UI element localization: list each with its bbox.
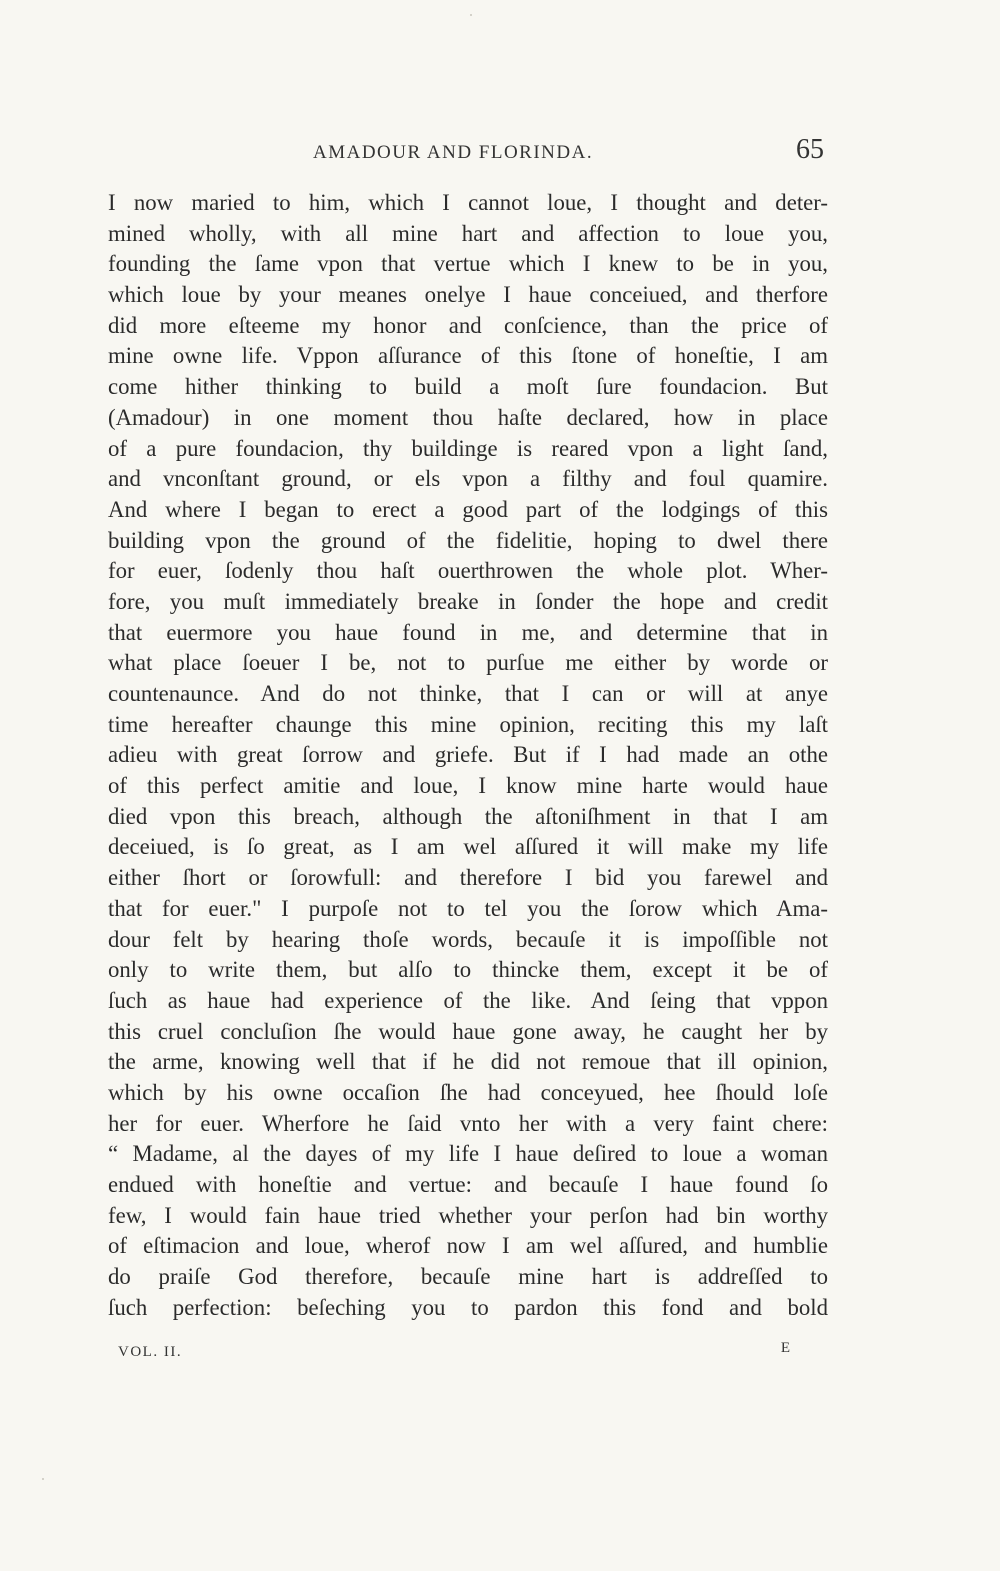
text-line: only to write them, but alſo to thincke them, except it be of <box>108 957 828 983</box>
text-line: founding the ſame vpon that vertue which I knew to be in you, <box>108 251 828 277</box>
text-line: few, I would fain haue tried whether your perſon had bin worthy <box>108 1202 828 1228</box>
text-line: did more eſteeme my honor and conſcience, than the price of <box>108 312 828 338</box>
text-line: deceiued, is ſo great, as I am wel aſſured it will make my life <box>108 834 828 860</box>
page-footer <box>108 1340 828 1370</box>
text-line: I now maried to him, which I cannot loue, I thought and deter- <box>108 190 828 215</box>
text-line: which by his owne occaſion ſhe had conceyued, hee ſhould loſe <box>108 1079 828 1105</box>
volume-label: VOL. II. <box>118 1344 183 1360</box>
text-line: which loue by your meanes onelye I haue conceiued, and therfore <box>108 282 828 308</box>
text-line: either ſhort or ſorowfull: and therefore I bid you farewel and <box>108 865 828 891</box>
text-line: endued with honeſtie and vertue: and becauſe I haue found ſo <box>108 1172 828 1197</box>
text-line: adieu with great ſorrow and griefe. But if I had made an othe <box>108 742 828 768</box>
text-line: mined wholly, with all mine hart and affection to loue you, <box>108 220 828 246</box>
text-line: “ Madame, al the dayes of my life I haue deſired to loue a woman <box>108 1141 828 1167</box>
text-line: of a pure foundacion, thy buildinge is reared vpon a light ſand, <box>108 435 828 461</box>
text-line: for euer, ſodenly thou haſt ouerthrowen the whole plot. Wher- <box>108 558 828 584</box>
text-line: mine owne life. Vppon aſſurance of this ſtone of honeſtie, I am <box>108 343 828 369</box>
text-line: ſuch perfection: beſeching you to pardon this fond and bold <box>108 1294 828 1320</box>
page-number: 65 <box>796 134 824 165</box>
text-line: come hither thinking to build a moſt ſure foundacion. But <box>108 374 828 400</box>
text-line: what place ſoeuer I be, not to purſue me either by worde or <box>108 650 828 676</box>
paper-speck <box>42 1478 44 1480</box>
text-line: that euermore you haue found in me, and determine that in <box>108 619 828 645</box>
paper-speck <box>470 14 472 16</box>
text-line: time hereafter chaunge this mine opinion, reciting this my laſt <box>108 711 828 737</box>
text-line: of eſtimacion and loue, wherof now I am wel aſſured, and humblie <box>108 1233 828 1259</box>
text-line: dour felt by hearing thoſe words, becauſe it is impoſſible not <box>108 926 828 952</box>
text-line: her for euer. Wherfore he ſaid vnto her with a very faint chere: <box>108 1110 828 1136</box>
text-line: countenaunce. And do not thinke, that I can or will at anye <box>108 681 828 706</box>
text-line: fore, you muſt immediately breake in ſonder the hope and credit <box>108 588 828 614</box>
text-line: died vpon this breach, although the aſtoniſhment in that I am <box>108 803 828 829</box>
body-text <box>108 188 828 1323</box>
text-line: And where I began to erect a good part of the lodgings of this <box>108 496 828 522</box>
text-line: do praiſe God therefore, becauſe mine hart is addreſſed to <box>108 1264 828 1290</box>
running-title: AMADOUR AND FLORINDA. <box>313 142 594 163</box>
text-line: this cruel concluſion ſhe would haue gone away, he caught her by <box>108 1018 828 1044</box>
page-header <box>108 134 828 178</box>
text-line: (Amadour) in one moment thou haſte declared, how in place <box>108 404 828 430</box>
signature-mark: E <box>780 1340 790 1356</box>
text-line: ſuch as haue had experience of the like. And ſeing that vppon <box>108 987 828 1013</box>
text-line: that for euer." I purpoſe not to tel you the ſorow which Ama- <box>108 895 828 921</box>
text-line: the arme, knowing well that if he did not remoue that ill opinion, <box>108 1049 828 1075</box>
text-line: and vnconſtant ground, or els vpon a filthy and foul quamire. <box>108 466 828 492</box>
text-line: building vpon the ground of the fidelitie, hoping to dwel there <box>108 527 828 553</box>
text-line: of this perfect amitie and loue, I know mine harte would haue <box>108 773 828 799</box>
